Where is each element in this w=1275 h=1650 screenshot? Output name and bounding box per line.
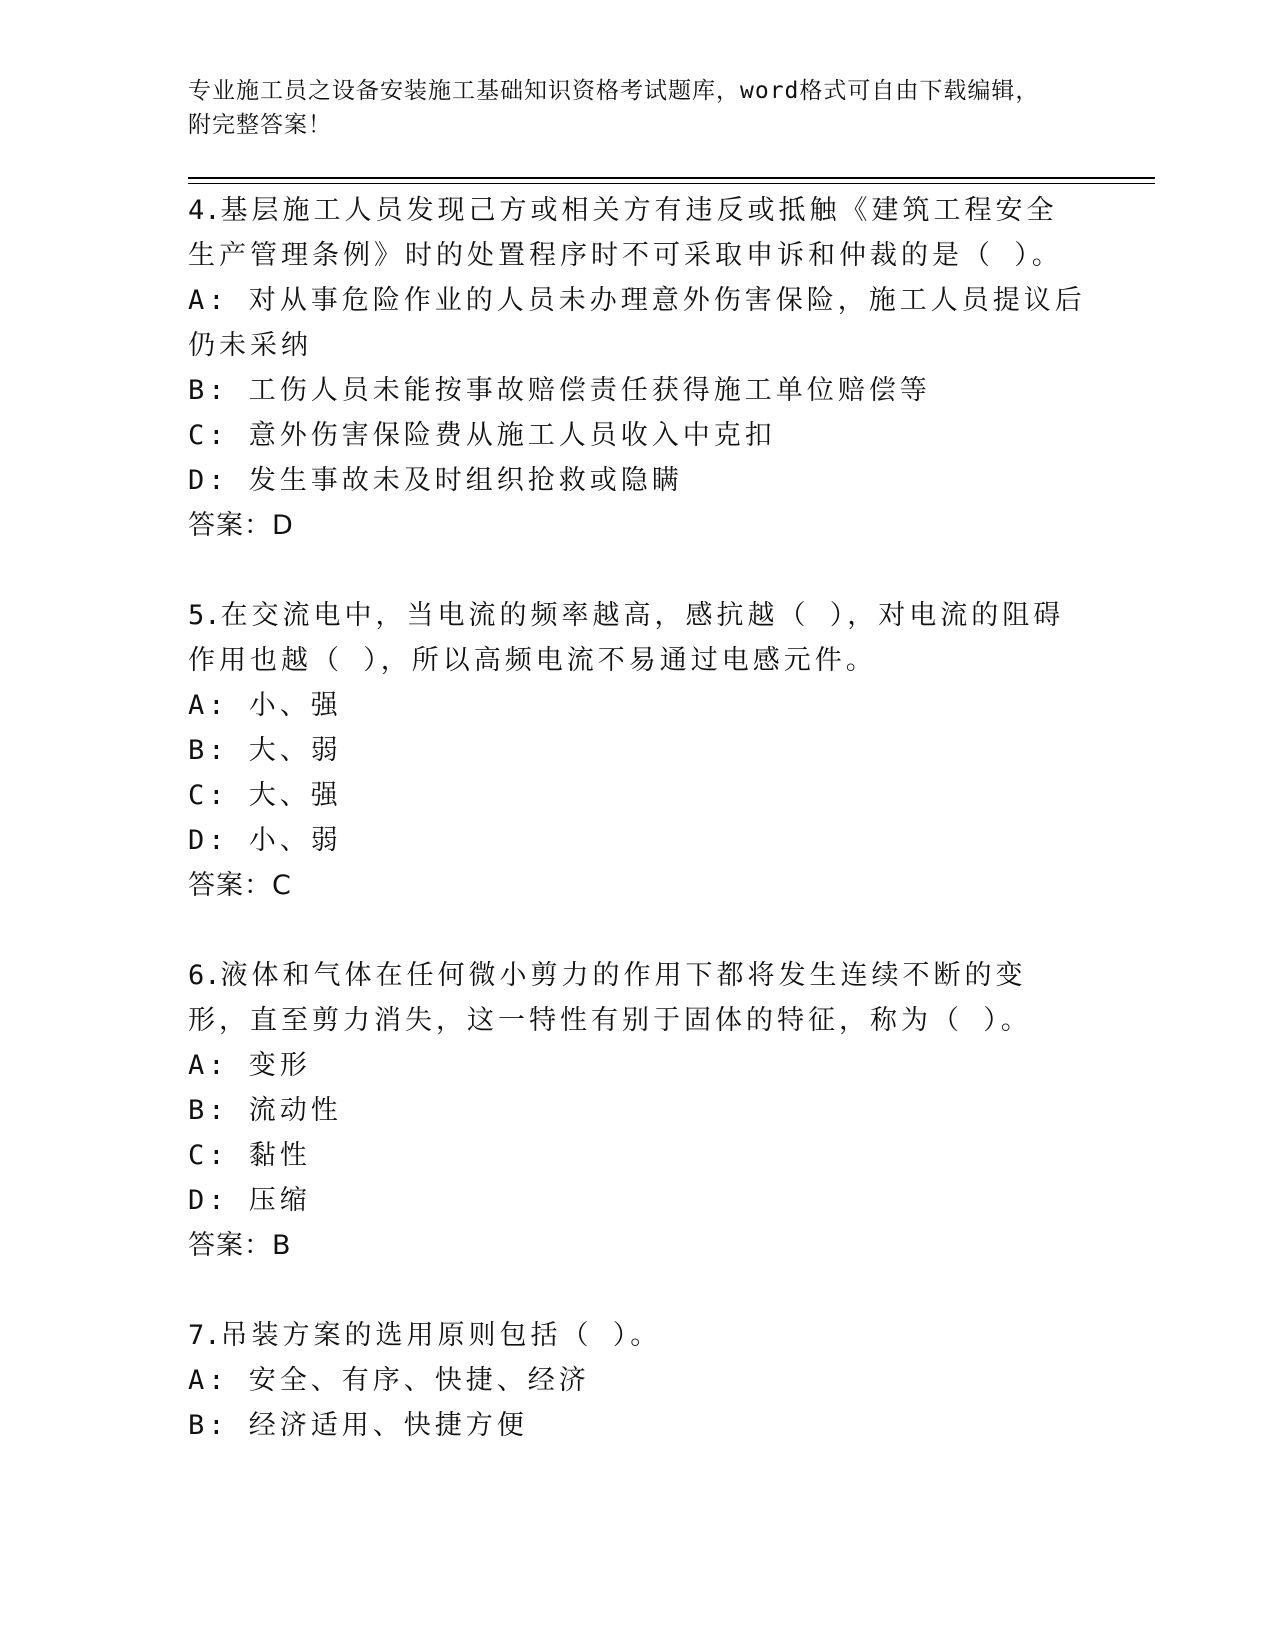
question-text: 液体和气体在任何微小剪力的作用下都将发生连续不断的变形，直至剪力消失，这一特性有别于固体的特征，称为（ ）。 xyxy=(188,960,1032,1036)
option-b: B: 经济适用、快捷方便 xyxy=(188,1410,528,1441)
option-c: C: 黏性 xyxy=(188,1140,311,1171)
question-6 xyxy=(188,953,1088,1268)
option-a: A: 对从事危险作业的人员未办理意外伤害保险，施工人员提议后仍未采纳 xyxy=(188,285,1086,361)
option-b: B: 大、弱 xyxy=(188,735,342,766)
header-line-2: 附完整答案！ xyxy=(188,112,332,138)
question-stem xyxy=(188,1313,1088,1358)
question-5 xyxy=(188,593,1088,908)
option-a: A: 小、强 xyxy=(188,690,342,721)
option-d: D: 压缩 xyxy=(188,1185,311,1216)
question-number: 7. xyxy=(188,1320,221,1351)
question-text: 基层施工人员发现己方或相关方有违反或抵触《建筑工程安全生产管理条例》时的处置程序时不可采取申诉和仲裁的是（ ）。 xyxy=(188,195,1063,271)
header-divider-thick xyxy=(188,177,1155,179)
option-d: D: 小、弱 xyxy=(188,825,342,856)
option-d: D: 发生事故未及时组织抢救或隐瞒 xyxy=(188,465,683,496)
question-number: 5. xyxy=(188,600,221,631)
option-a: A: 变形 xyxy=(188,1050,311,1081)
answer-line: 答案：C xyxy=(188,870,292,901)
question-4 xyxy=(188,188,1088,548)
answer-line: 答案：B xyxy=(188,1230,292,1261)
option-a: A: 安全、有序、快捷、经济 xyxy=(188,1365,590,1396)
question-number: 6. xyxy=(188,960,221,991)
header-divider-thin xyxy=(188,183,1155,184)
question-stem xyxy=(188,953,1088,1043)
question-stem xyxy=(188,593,1088,683)
question-number: 4. xyxy=(188,195,221,226)
question-stem xyxy=(188,188,1088,278)
question-text: 在交流电中，当电流的频率越高，感抗越（ ），对电流的阻碍作用也越（ ），所以高频电流不易通过电感元件。 xyxy=(188,600,1065,676)
option-b: B: 流动性 xyxy=(188,1095,342,1126)
question-text: 吊装方案的选用原则包括（ ）。 xyxy=(220,1320,662,1351)
header-line-1: 专业施工员之设备安装施工基础知识资格考试题库，word格式可自由下载编辑， xyxy=(188,78,1040,104)
answer-line: 答案：D xyxy=(188,510,294,541)
question-list xyxy=(188,188,1088,1493)
option-c: C: 意外伤害保险费从施工人员收入中克扣 xyxy=(188,420,776,451)
question-7 xyxy=(188,1313,1088,1448)
option-b: B: 工伤人员未能按事故赔偿责任获得施工单位赔偿等 xyxy=(188,375,931,406)
option-c: C: 大、强 xyxy=(188,780,342,811)
document-header xyxy=(188,74,1088,142)
